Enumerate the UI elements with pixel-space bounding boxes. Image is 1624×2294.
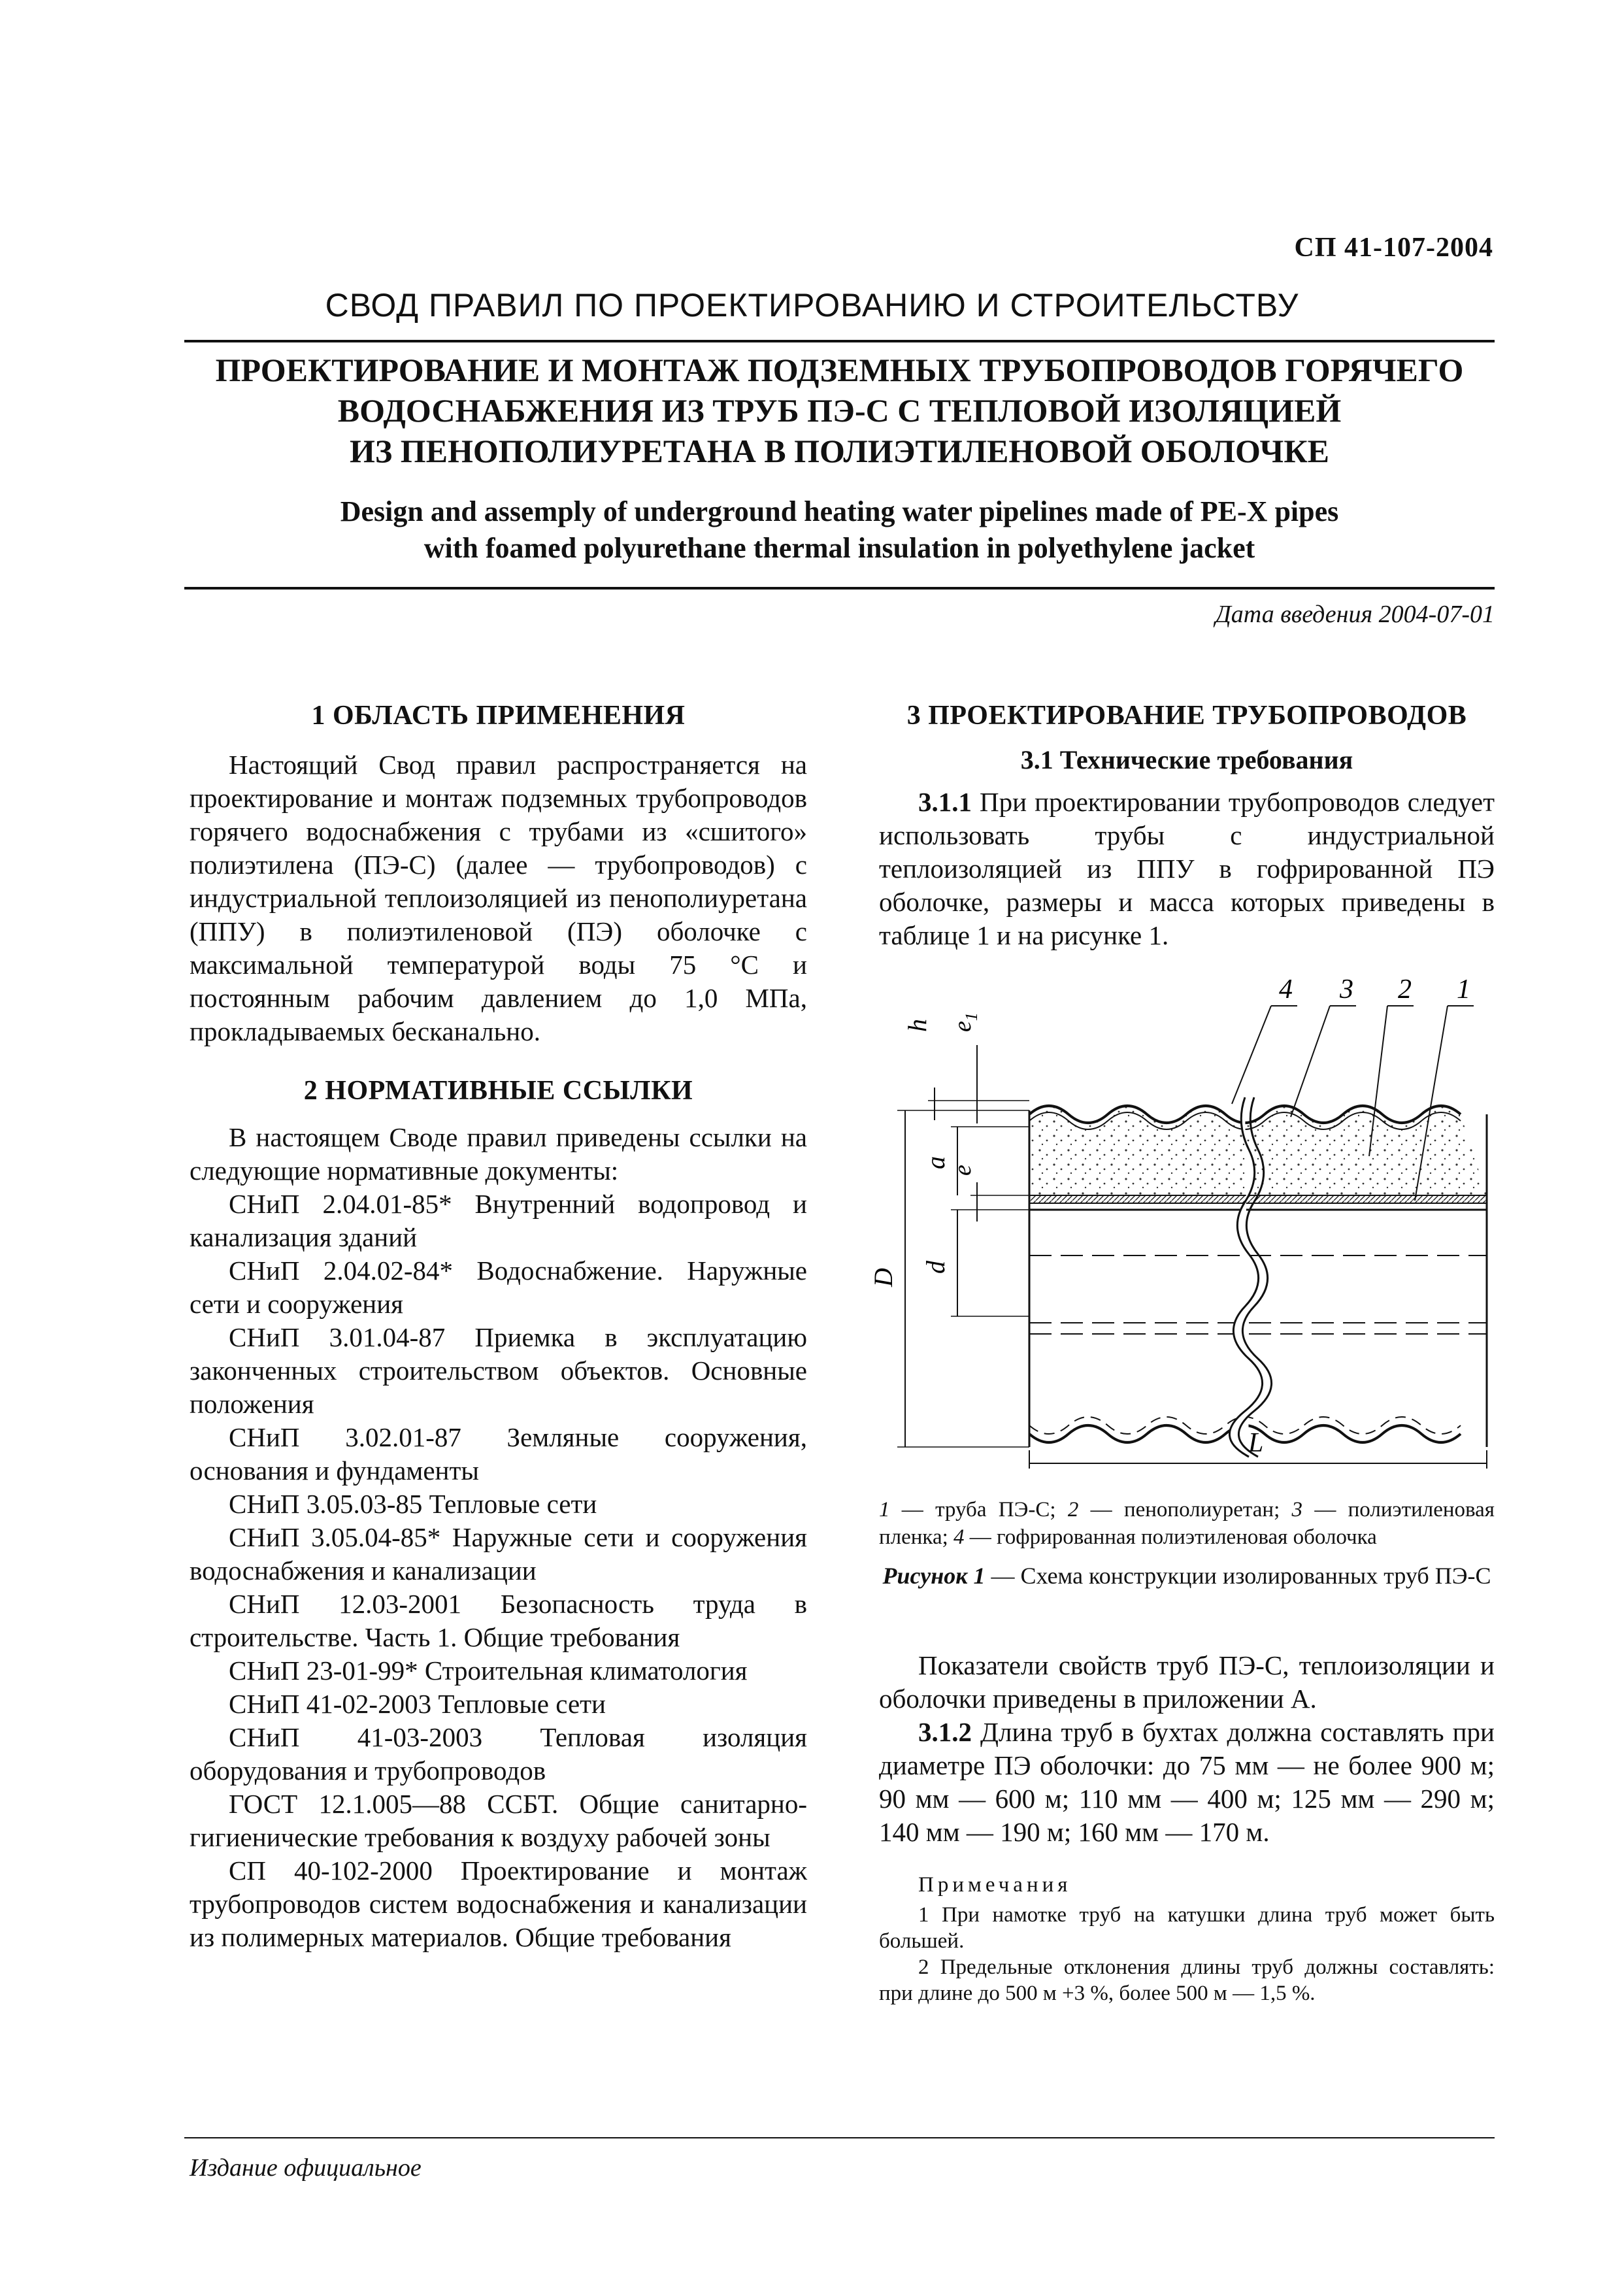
callout-1: 1 [1457,974,1470,1005]
figure-1 [869,960,1495,1470]
main-title [184,350,1495,471]
normative-ref: СНиП 2.04.02-84* Водоснабжение. Наружные сети и сооружения [190,1255,807,1319]
dim-a-label: a [921,1156,950,1169]
title-rule-bottom [184,587,1495,590]
collection-title: СВОД ПРАВИЛ ПО ПРОЕКТИРОВАНИЮ И СТРОИТЕЛЬСТВУ [325,287,1299,324]
section-2-heading: 2 НОРМАТИВНЫЕ ССЫЛКИ [303,1076,693,1106]
note-item: 2 Предельные отклонения длины труб должны составлять: при длине до 500 м +3 %, более 500 м — 1,5 %. [879,1955,1495,2005]
normative-ref: ГОСТ 12.1.005—88 ССБТ. Общие санитарно-гигиенические требования к воздуху рабочей зоны [190,1789,807,1852]
normative-ref: СНиП 3.05.04-85* Наружные сети и сооружения водоснабжения и канализации [190,1522,807,1586]
dim-h-label: h [903,1019,932,1032]
callout-leader-3 [1291,1006,1330,1117]
normative-ref: СНиП 3.02.01-87 Земляные сооружения, основания и фундаменты [190,1422,807,1486]
left-column [190,699,807,1954]
figure-caption-label: Рисунок 1 [882,1563,986,1589]
legend-num: 4 [953,1525,965,1549]
normative-ref: СНиП 41-02-2003 Тепловые сети [229,1689,606,1719]
paragraph-3-1-2 [879,1716,1495,1849]
paragraph-3-1-1 [879,786,1495,952]
note-item: 1 При намотке труб на катушки длина труб может быть большей. [879,1903,1495,1953]
english-title-line: Design and assemply of underground heating water pipelines made of PE-X pipes [340,495,1339,527]
callout-3: 3 [1340,974,1353,1005]
normative-ref: СНиП 12.03-2001 Безопасность труда в строительстве. Часть 1. Общие требования [190,1589,807,1652]
section-3-heading: 3 ПРОЕКТИРОВАНИЕ ТРУБОПРОВОДОВ [906,701,1467,731]
callout-4: 4 [1279,974,1293,1005]
legend-num: 2 [1067,1498,1079,1521]
subsection-3-1-heading: 3.1 Технические требования [1020,745,1353,774]
dim-L-label: L [1248,1428,1264,1458]
legend-text: — полиэтиленовая пленка; [879,1498,1495,1549]
section-1-heading: 1 ОБЛАСТЬ ПРИМЕНЕНИЯ [311,701,686,731]
dim-e1-label: $e_1$ [949,1012,981,1032]
callout-2: 2 [1398,974,1412,1005]
callout-leader-4 [1232,1006,1271,1104]
paragraph-text: Длина труб в бухтах должна составлять при диаметре ПЭ оболочки: до 75 мм — не более 900 м; 90 мм — 600 м; 110 мм — 400 м; 125 мм — 290 м; 140 мм — 190 м; 160 мм — 170 м. [879,1717,1495,1847]
figure-caption [879,1561,1495,1590]
section-1-text: Настоящий Свод правил распространяется на проектирование и монтаж подземных трубопроводов горячего водоснабжения с трубами из «сшитого» полиэтилена (ПЭ-С) (далее — трубопроводов) с индустриальной теплоизоляцией из пенополиуретана (ППУ) в полиэтиленовой (ПЭ) оболочке с максимальной температурой воды 75 °С и постоянным рабочим давлением до 1,0 МПа, прокладываемых бесканально. [190,750,807,1046]
paragraph-text: При проектировании трубопроводов следует использовать трубы с индустриальной теплоизоляцией из ППУ в гофрированной ПЭ оболочке, размеры и масса которых приведены в таблице 1 и на рисунке 1. [879,787,1495,950]
normative-ref: СНиП 2.04.01-85* Внутренний водопровод и канализация зданий [190,1189,807,1252]
paragraph-number: 3.1.1 [918,787,972,817]
legend-num: 1 [879,1498,890,1521]
normative-ref: СНиП 3.05.03-85 Тепловые сети [229,1489,597,1519]
document-code: СП 41-107-2004 [1294,233,1493,263]
effective-date: Дата введения 2004-07-01 [1215,601,1495,628]
main-title-line: ИЗ ПЕНОПОЛИУРЕТАНА В ПОЛИЭТИЛЕНОВОЙ ОБОЛОЧКЕ [350,433,1329,469]
main-title-line: ВОДОСНАБЖЕНИЯ ИЗ ТРУБ ПЭ-С С ТЕПЛОВОЙ ИЗОЛЯЦИЕЙ [337,392,1342,429]
notes-title: Примечания [918,1873,1072,1897]
legend-num: 3 [1291,1498,1303,1521]
official-edition-label: Издание официальное [190,2154,422,2182]
right-column [869,699,1495,2006]
legend-text: — труба ПЭ-С; [889,1498,1068,1521]
pipe-construction-diagram [869,960,1495,1470]
paragraph-number: 3.1.2 [918,1717,972,1747]
dim-e-label: e [949,1165,976,1176]
english-title [184,493,1495,567]
paragraph-properties: Показатели свойств труб ПЭ-С, теплоизоляции и оболочки приведены в приложении А. [879,1650,1495,1714]
dim-d-label: d [921,1261,950,1274]
figure-legend [879,1496,1495,1551]
normative-ref: СП 40-102-2000 Проектирование и монтаж трубопроводов систем водоснабжения и канализации из полимерных материалов. Общие требования [190,1855,807,1952]
dim-D-label: D [869,1268,898,1287]
title-rule-top [184,340,1495,342]
legend-text: — гофрированная полиэтиленовая оболочка [964,1525,1377,1549]
legend-text: — пенополиуретан; [1078,1498,1292,1521]
figure-caption-text: — Схема конструкции изолированных труб ПЭ-С [985,1563,1491,1589]
section-2-intro: В настоящем Своде правил приведены ссылки на следующие нормативные документы: [190,1122,807,1186]
normative-ref: СНиП 23-01-99* Строительная климатология [229,1655,748,1686]
footer-rule [184,2137,1495,2138]
main-title-line: ПРОЕКТИРОВАНИЕ И МОНТАЖ ПОДЗЕМНЫХ ТРУБОПРОВОДОВ ГОРЯЧЕГО [215,352,1464,388]
normative-ref: СНиП 3.01.04-87 Приемка в эксплуатацию законченных строительством объектов. Основные положения [190,1322,807,1419]
normative-ref: СНиП 41-03-2003 Тепловая изоляция оборудования и трубопроводов [190,1722,807,1786]
english-title-line: with foamed polyurethane thermal insulation in polyethylene jacket [423,532,1255,564]
